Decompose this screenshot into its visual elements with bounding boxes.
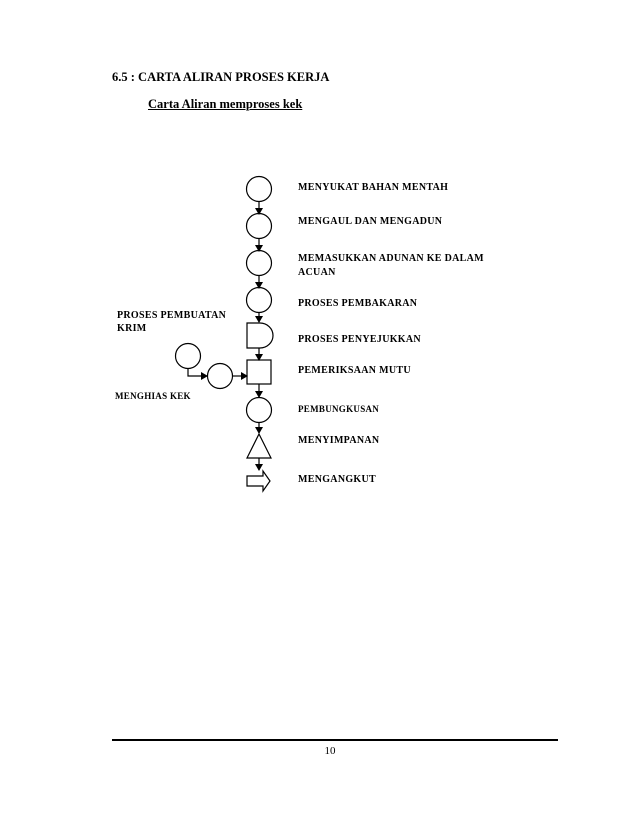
- step-label-memasukkan: MEMASUKKAN ADUNAN KE DALAM ACUAN: [298, 253, 484, 278]
- operation-symbol-mengaul: [247, 214, 272, 239]
- step-label-pemeriksaan: PEMERIKSAAN MUTU: [298, 365, 411, 376]
- side-label-pembuatan-krim: PROSES PEMBUATAN KRIM: [117, 310, 227, 334]
- storage-symbol-menyimpanan: [247, 434, 271, 458]
- step-label-pembakaran: PROSES PEMBAKARAN: [298, 298, 418, 309]
- step-label-mengaul: MENGAUL DAN MENGADUN: [298, 216, 443, 227]
- operation-symbol-pembuatan-krim: [176, 344, 201, 369]
- step-label-pembungkusan: PEMBUNGKUSAN: [298, 404, 380, 414]
- section-heading: 6.5 : CARTA ALIRAN PROSES KERJA: [112, 70, 330, 84]
- operation-symbol-menghias-kek: [208, 364, 233, 389]
- operation-symbol-memasukkan: [247, 251, 272, 276]
- operation-symbol-pembungkusan: [247, 398, 272, 423]
- operation-symbol-menyukat: [247, 177, 272, 202]
- step-label-menyimpanan: MENYIMPANAN: [298, 435, 380, 446]
- inspection-symbol-pemeriksaan: [247, 360, 271, 384]
- footer-rule: [112, 739, 558, 741]
- side-label-menghias-kek: MENGHIAS KEK: [115, 391, 191, 401]
- operation-symbol-pembakaran: [247, 288, 272, 313]
- connector-krim-to-menghias: [188, 369, 207, 376]
- step-label-menyukat: MENYUKAT BAHAN MENTAH: [298, 182, 449, 193]
- delay-symbol-penyejukkan: [247, 323, 273, 348]
- page-number: 10: [324, 745, 336, 757]
- step-label-penyejukkan: PROSES PENYEJUKKAN: [298, 334, 421, 345]
- chart-title: Carta Aliran memproses kek: [148, 97, 303, 111]
- step-label-mengangkut: MENGANGKUT: [298, 474, 376, 485]
- transport-symbol-mengangkut: [247, 471, 270, 491]
